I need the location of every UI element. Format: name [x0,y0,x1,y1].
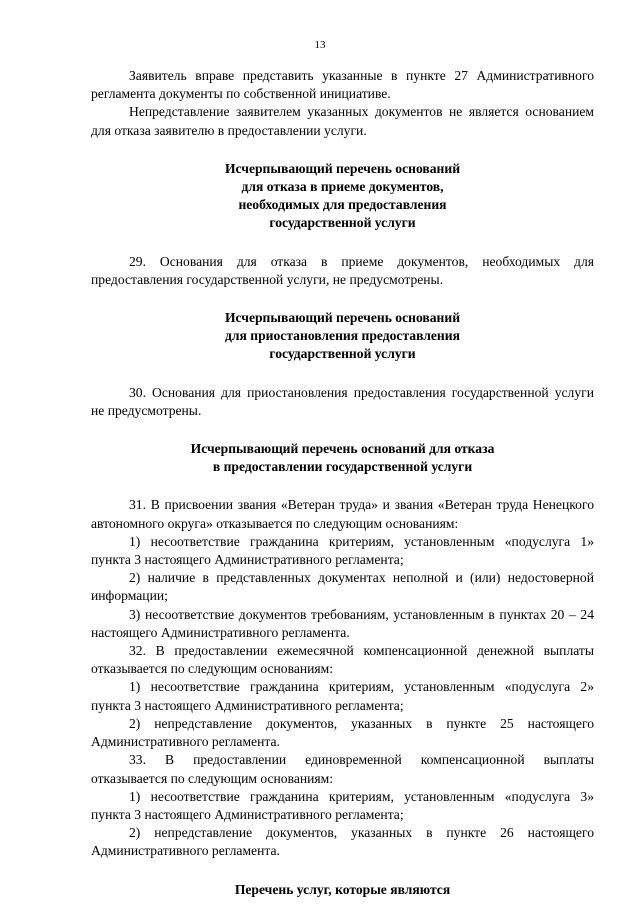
heading-line: Исчерпывающий перечень оснований [224,160,461,176]
heading-suspension [91,309,594,364]
heading-line: Перечень услуг, которые являются [234,881,451,897]
page-number: 13 [314,39,326,51]
spacer [91,233,594,253]
list-item-31-3: 3) несоответствие документов требованиям, установленным в пунктах 20 – 24 настоящего Административного регламента. [91,606,594,640]
heading-line: государственной услуги [269,346,416,362]
paragraph-initiative: Заявитель вправе представить указанные в пункте 27 Административного регламента документы по собственной инициативе. [91,68,594,102]
paragraph-31: 31. В присвоении звания «Ветеран труда» и звания «Ветеран труда Ненецкого автономного округа» отказывается по следующим основаниям: [91,497,594,531]
spacer [91,861,594,881]
spacer [91,364,594,384]
heading-line: необходимых для предоставления [238,197,447,213]
paragraph-30: 30. Основания для приостановления предоставления государственной услуги не предусмотрены. [91,384,594,418]
heading-refusal-acceptance [91,160,594,233]
document-body [91,67,594,899]
heading-line: государственной услуги [269,215,416,231]
paragraph-29: 29. Основания для отказа в приеме документов, необходимых для предоставления государственной услуги, не предусмотрены. [91,253,594,287]
heading-refusal-provision [91,440,594,476]
paragraph-nonsubmission: Непредставление заявителем указанных документов не является основанием для отказа заявителю в предоставлении услуги. [91,104,594,138]
spacer [91,289,594,309]
list-item-32-1: 1) несоответствие гражданина критериям, установленным «подуслуга 2» пункта 3 настоящего Административного регламента; [91,679,594,713]
list-item-31-1: 1) несоответствие гражданина критериям, установленным «подуслуга 1» пункта 3 настоящего Административного регламента; [91,533,594,568]
heading-services-list [91,881,594,899]
heading-line: в предоставлении государственной услуги [212,459,473,475]
spacer [91,476,594,496]
heading-line: для приостановления предоставления [225,328,460,344]
list-item-32-2: 2) непредставление документов, указанных в пункте 25 настоящего Административного регламента. [91,715,594,750]
list-item-33-2: 2) непредставление документов, указанных в пункте 26 настоящего Административного регламента. [91,825,594,859]
heading-line: для отказа в приеме документов, [241,179,444,195]
heading-line: Исчерпывающий перечень оснований [224,310,461,326]
list-item-33-1: 1) несоответствие гражданина критериям, установленным «подуслуга 3» пункта 3 настоящего Административного регламента; [91,788,594,822]
spacer [91,140,594,160]
paragraph-32: 32. В предоставлении ежемесячной компенсационной денежной выплаты отказывается по следующим основаниям: [91,643,594,677]
list-item-31-2: 2) наличие в представленных документах неполной и (или) недостоверной информации; [91,570,594,604]
paragraph-33: 33. В предоставлении единовременной компенсационной выплаты отказывается по следующим основаниям: [91,752,594,786]
spacer [91,420,594,440]
heading-line: Исчерпывающий перечень оснований для отказа [190,441,495,457]
